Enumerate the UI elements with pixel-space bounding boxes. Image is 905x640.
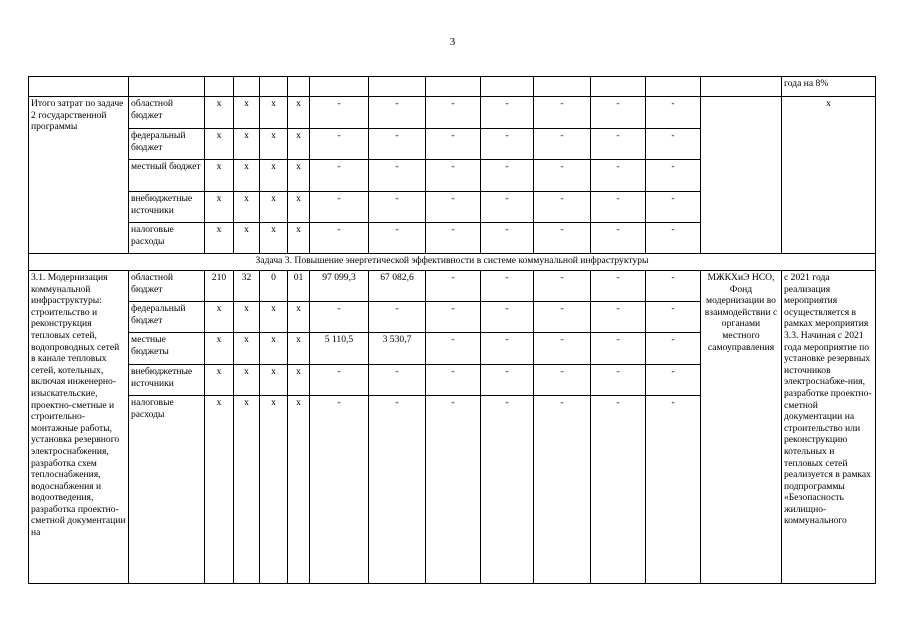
value-cell: - xyxy=(534,129,591,160)
value-cell: - xyxy=(534,365,591,396)
value-cell: - xyxy=(426,271,481,302)
value-cell: - xyxy=(534,192,591,223)
code-cell: х xyxy=(260,365,288,396)
code-cell: 01 xyxy=(288,271,310,302)
table-row xyxy=(29,254,876,271)
value-cell: - xyxy=(646,333,701,365)
section2-executor xyxy=(701,97,782,254)
source-cell: местные бюджеты xyxy=(129,333,205,365)
value-cell: - xyxy=(646,160,701,192)
section2-remark: х xyxy=(782,97,876,254)
value-cell: - xyxy=(481,223,534,254)
code-cell: х xyxy=(234,160,260,192)
value-cell: - xyxy=(534,271,591,302)
top-note: года на 8% xyxy=(782,77,876,97)
value-cell: - xyxy=(646,302,701,333)
value-cell: - xyxy=(310,223,369,254)
value-cell: - xyxy=(369,396,426,584)
value-cell: - xyxy=(534,333,591,365)
code-cell: х xyxy=(288,396,310,584)
value-cell: - xyxy=(310,160,369,192)
source-cell: налоговые расходы xyxy=(129,396,205,584)
code-cell: х xyxy=(260,333,288,365)
value-cell: - xyxy=(426,302,481,333)
code-cell: х xyxy=(234,223,260,254)
value-cell: - xyxy=(310,129,369,160)
source-cell: внебюджетные источники xyxy=(129,192,205,223)
code-cell: х xyxy=(260,302,288,333)
code-cell: х xyxy=(260,192,288,223)
value-cell: - xyxy=(591,97,646,129)
code-cell: х xyxy=(260,160,288,192)
code-cell: х xyxy=(205,365,234,396)
value-cell: - xyxy=(481,271,534,302)
value-cell: - xyxy=(369,365,426,396)
code-cell: х xyxy=(234,97,260,129)
value-cell: - xyxy=(591,302,646,333)
value-cell: - xyxy=(481,302,534,333)
value-cell: - xyxy=(591,223,646,254)
value-cell: - xyxy=(534,396,591,584)
value-cell: 3 530,7 xyxy=(369,333,426,365)
value-cell: - xyxy=(481,396,534,584)
code-cell: х xyxy=(205,192,234,223)
code-cell: х xyxy=(260,129,288,160)
section2-label: Итого затрат по задаче 2 государственной программы xyxy=(29,97,129,254)
value-cell: - xyxy=(534,302,591,333)
code-cell: х xyxy=(234,365,260,396)
value-cell: - xyxy=(534,97,591,129)
code-cell: 32 xyxy=(234,271,260,302)
page-number: 3 xyxy=(449,36,456,48)
value-cell: 5 110,5 xyxy=(310,333,369,365)
value-cell: - xyxy=(369,302,426,333)
value-cell: - xyxy=(646,97,701,129)
code-cell: х xyxy=(288,302,310,333)
source-cell: местный бюджет xyxy=(129,160,205,192)
value-cell: - xyxy=(646,365,701,396)
value-cell: - xyxy=(646,129,701,160)
value-cell: - xyxy=(591,129,646,160)
value-cell: - xyxy=(310,97,369,129)
value-cell: - xyxy=(591,396,646,584)
value-cell: 67 082,6 xyxy=(369,271,426,302)
value-cell: - xyxy=(481,129,534,160)
value-cell: - xyxy=(591,333,646,365)
value-cell: 97 099,3 xyxy=(310,271,369,302)
value-cell: - xyxy=(426,333,481,365)
value-cell: - xyxy=(481,333,534,365)
value-cell: - xyxy=(426,160,481,192)
code-cell: х xyxy=(288,97,310,129)
code-cell: х xyxy=(288,333,310,365)
code-cell: х xyxy=(205,129,234,160)
value-cell: - xyxy=(369,160,426,192)
value-cell: - xyxy=(426,192,481,223)
code-cell: х xyxy=(205,223,234,254)
value-cell: - xyxy=(426,129,481,160)
section3-label: 3.1. Модернизация коммунальной инфраструктуры: строительство и реконструкция тепловых сетей, водопроводных сетей в канале тепловых сетей, котельных, включая инженерно-изыскательские, проектно-сметные и строительно-монтажные работы, установка резервного электроснабжения, разработка схем теплоснабжения, водоснабжения и водоотведения, разработка проектно-сметной документации на xyxy=(29,271,129,584)
value-cell: - xyxy=(591,271,646,302)
section3-remark: с 2021 года реализация мероприятия осуществляется в рамках мероприятия 3.3. Начиная с 2021 года мероприятие по установке резервных источников электроснабже-ния, разработке проектно-сметной документации на строительство или реконструкцию котельных и тепловых сетей реализуется в рамках подпрограммы «Безопасность жилищно-коммунального xyxy=(782,271,876,584)
value-cell: - xyxy=(369,192,426,223)
source-cell: областной бюджет xyxy=(129,97,205,129)
code-cell: х xyxy=(234,302,260,333)
code-cell: х xyxy=(288,223,310,254)
code-cell: х xyxy=(260,396,288,584)
value-cell: - xyxy=(646,271,701,302)
value-cell: - xyxy=(534,160,591,192)
value-cell: - xyxy=(426,97,481,129)
source-cell: федеральный бюджет xyxy=(129,129,205,160)
value-cell: - xyxy=(534,223,591,254)
code-cell: х xyxy=(260,97,288,129)
value-cell: - xyxy=(591,160,646,192)
code-cell: х xyxy=(205,97,234,129)
value-cell: - xyxy=(481,97,534,129)
value-cell: - xyxy=(646,223,701,254)
code-cell: х xyxy=(205,302,234,333)
code-cell: 210 xyxy=(205,271,234,302)
code-cell: х xyxy=(205,333,234,365)
table-row xyxy=(29,97,876,129)
table-row xyxy=(29,271,876,302)
value-cell: - xyxy=(369,223,426,254)
value-cell: - xyxy=(426,223,481,254)
source-cell: областной бюджет xyxy=(129,271,205,302)
code-cell: х xyxy=(234,333,260,365)
section3-executor: МЖКХиЭ НСО, Фонд модернизации во взаимодействии с органами местного самоуправления xyxy=(701,271,782,584)
value-cell: - xyxy=(646,192,701,223)
value-cell: - xyxy=(310,396,369,584)
value-cell: - xyxy=(310,365,369,396)
value-cell: - xyxy=(591,192,646,223)
value-cell: - xyxy=(426,365,481,396)
code-cell: х xyxy=(260,223,288,254)
code-cell: х xyxy=(234,129,260,160)
code-cell: х xyxy=(234,192,260,223)
source-cell: внебюджетные источники xyxy=(129,365,205,396)
value-cell: - xyxy=(591,365,646,396)
value-cell: - xyxy=(646,396,701,584)
value-cell: - xyxy=(481,192,534,223)
budget-table xyxy=(28,76,876,584)
code-cell: х xyxy=(205,160,234,192)
value-cell: - xyxy=(481,160,534,192)
value-cell: - xyxy=(310,192,369,223)
code-cell: х xyxy=(288,129,310,160)
value-cell: - xyxy=(310,302,369,333)
value-cell: - xyxy=(369,97,426,129)
source-cell: налоговые расходы xyxy=(129,223,205,254)
value-cell: - xyxy=(481,365,534,396)
value-cell: - xyxy=(369,129,426,160)
task3-title: Задача 3. Повышение энергетической эффективности в системе коммунальной инфраструктуры xyxy=(29,254,876,271)
source-cell: федеральный бюджет xyxy=(129,302,205,333)
value-cell: - xyxy=(426,396,481,584)
code-cell: х xyxy=(288,365,310,396)
table-row xyxy=(29,77,876,97)
code-cell: 0 xyxy=(260,271,288,302)
code-cell: х xyxy=(205,396,234,584)
code-cell: х xyxy=(288,192,310,223)
code-cell: х xyxy=(234,396,260,584)
code-cell: х xyxy=(288,160,310,192)
